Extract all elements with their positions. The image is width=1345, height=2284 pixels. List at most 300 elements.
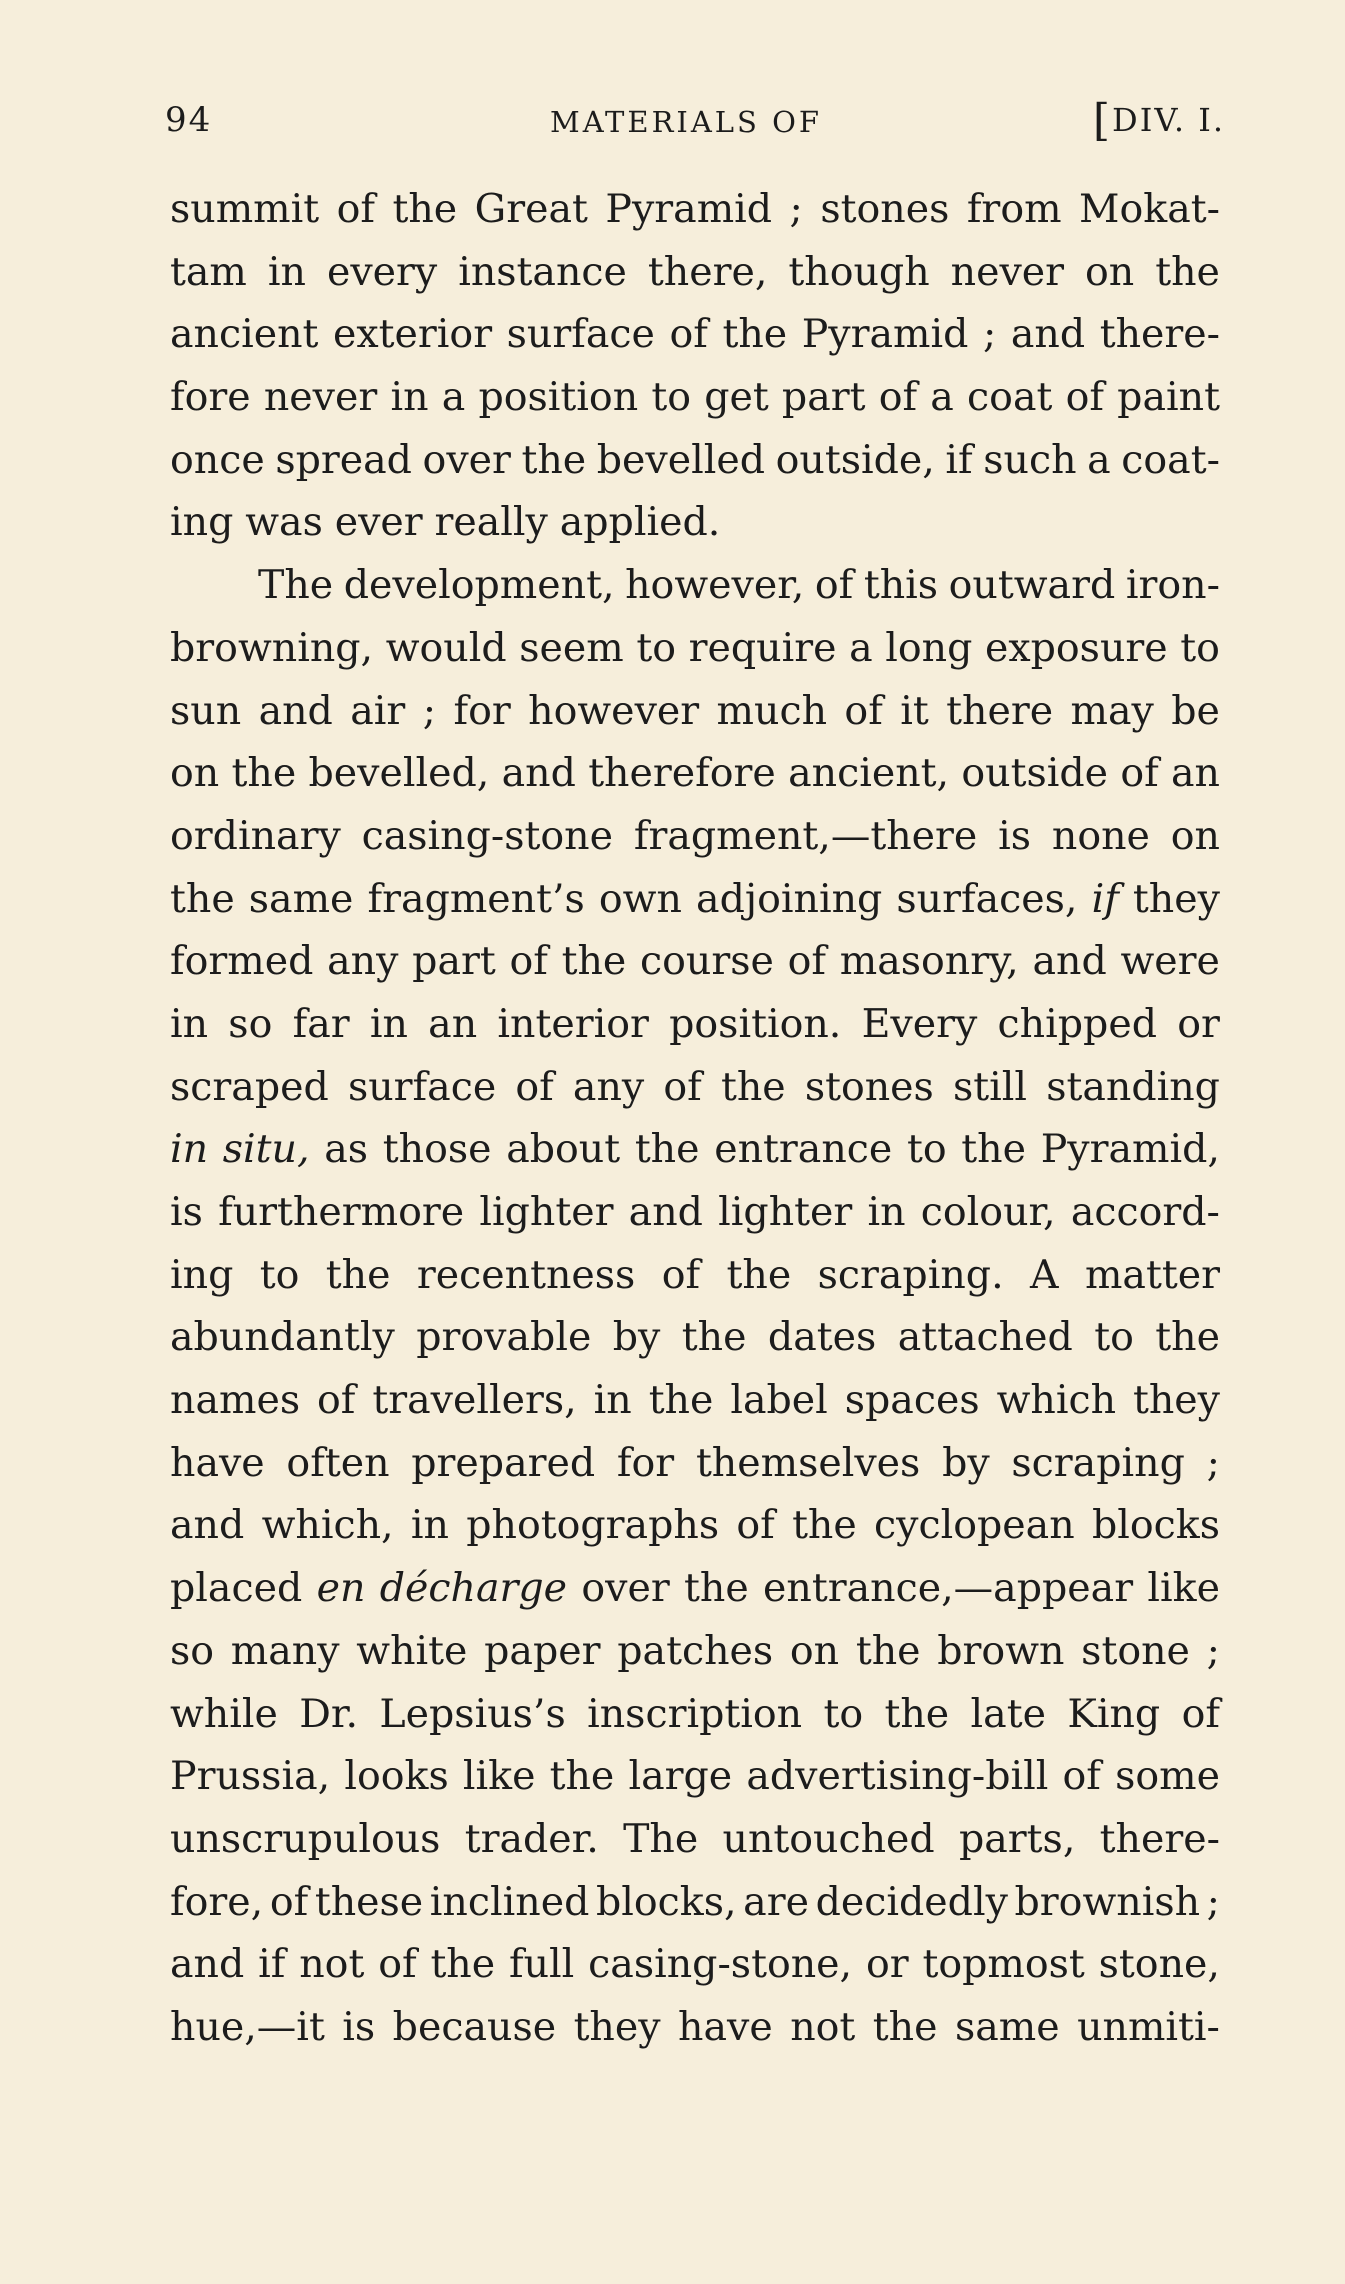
word: they bbox=[1132, 875, 1220, 922]
word: ; bbox=[982, 311, 997, 358]
word: never bbox=[263, 374, 378, 421]
word: chipped bbox=[997, 1000, 1157, 1047]
word: the bbox=[549, 1753, 615, 1800]
word: applied. bbox=[559, 499, 721, 546]
word: to bbox=[651, 374, 691, 421]
word: to bbox=[259, 1251, 300, 1298]
word: in bbox=[410, 1502, 449, 1549]
word: to bbox=[823, 1690, 864, 1737]
text-line bbox=[170, 1306, 1220, 1369]
word: lighter bbox=[718, 1189, 853, 1235]
word: or bbox=[1177, 1000, 1220, 1047]
text-line bbox=[170, 742, 1220, 805]
word: however bbox=[528, 687, 700, 734]
word: and bbox=[1010, 311, 1086, 358]
word: Pyramid bbox=[605, 186, 773, 232]
text-line bbox=[170, 178, 1220, 241]
text-line bbox=[170, 366, 1220, 429]
word: of bbox=[317, 1377, 356, 1424]
text-line bbox=[170, 1745, 1220, 1808]
word: require bbox=[688, 624, 837, 671]
word: scraped bbox=[170, 1063, 329, 1110]
text-line bbox=[170, 680, 1220, 743]
word: and bbox=[258, 687, 333, 734]
page-number: 94 bbox=[165, 100, 213, 140]
word: to bbox=[1094, 1314, 1134, 1361]
word: casing-stone bbox=[361, 812, 613, 859]
word: prepared bbox=[411, 1439, 596, 1486]
word: entrance bbox=[714, 1126, 893, 1173]
word: brown bbox=[937, 1627, 1065, 1674]
word: fragment,—there bbox=[633, 812, 978, 859]
word: the bbox=[961, 1126, 1026, 1173]
word: to bbox=[906, 1126, 947, 1173]
word: if bbox=[1091, 875, 1119, 922]
word: they bbox=[1132, 1377, 1220, 1424]
text-line bbox=[170, 993, 1220, 1056]
word: exposure bbox=[984, 624, 1168, 671]
text-line bbox=[170, 429, 1220, 492]
word: matter bbox=[1084, 1251, 1220, 1298]
word: bevelled, bbox=[308, 750, 490, 797]
word: really bbox=[434, 499, 548, 546]
word: ; bbox=[1206, 1627, 1220, 1674]
word: late bbox=[970, 1690, 1046, 1737]
word: in bbox=[867, 1189, 906, 1235]
word: in bbox=[170, 1000, 209, 1047]
word: of bbox=[663, 1063, 702, 1110]
word: names bbox=[170, 1377, 301, 1424]
word: dates bbox=[767, 1314, 877, 1361]
text-line bbox=[170, 1620, 1220, 1683]
text-line bbox=[170, 1118, 1220, 1181]
word: ; bbox=[789, 186, 803, 232]
word: blocks, bbox=[595, 1878, 737, 1925]
word: those bbox=[382, 1126, 492, 1173]
word: however, bbox=[625, 562, 805, 609]
word: accord- bbox=[1070, 1189, 1220, 1235]
word: over bbox=[581, 1565, 670, 1612]
word: part bbox=[412, 938, 496, 985]
word: the bbox=[855, 1627, 921, 1674]
word: ancient, bbox=[788, 750, 950, 797]
word: of bbox=[269, 1878, 309, 1925]
division-label bbox=[1093, 95, 1225, 146]
word: a bbox=[441, 374, 466, 421]
word: ordinary bbox=[170, 812, 341, 859]
word: of bbox=[1120, 750, 1159, 797]
text-line bbox=[170, 241, 1220, 304]
word: unscrupulous bbox=[170, 1815, 441, 1862]
word: outward bbox=[948, 562, 1116, 609]
text-line bbox=[170, 930, 1220, 993]
page-header bbox=[165, 90, 1225, 160]
word: the bbox=[884, 1690, 950, 1737]
word: and bbox=[628, 1189, 703, 1235]
word: spaces bbox=[844, 1377, 980, 1424]
word: air bbox=[350, 687, 406, 734]
word: stones bbox=[804, 1063, 934, 1110]
word: situ, bbox=[222, 1126, 310, 1173]
word: of bbox=[661, 1251, 701, 1298]
word: Mokat- bbox=[1079, 186, 1220, 232]
word: are bbox=[743, 1878, 809, 1925]
word: position. bbox=[669, 1000, 842, 1047]
word: The bbox=[258, 562, 334, 609]
word: fragment’s bbox=[367, 875, 585, 922]
word: get bbox=[704, 374, 769, 421]
word: fore bbox=[170, 374, 251, 421]
word: inclined bbox=[429, 1878, 590, 1925]
text-line bbox=[170, 554, 1220, 617]
word: any bbox=[572, 1063, 645, 1110]
word: from bbox=[966, 186, 1062, 232]
word: paint bbox=[1117, 374, 1220, 421]
word: the bbox=[430, 1941, 496, 1988]
word: were bbox=[1120, 938, 1220, 985]
word: may bbox=[1070, 687, 1154, 734]
word: ing bbox=[170, 499, 234, 546]
word: ; bbox=[1206, 1878, 1220, 1925]
word: any bbox=[327, 938, 399, 985]
word: on bbox=[789, 1627, 840, 1674]
word: to bbox=[636, 624, 676, 671]
word: sun bbox=[170, 687, 242, 734]
word: some bbox=[1115, 1753, 1220, 1800]
word: often bbox=[286, 1439, 390, 1486]
word: over bbox=[422, 436, 511, 483]
word: on bbox=[1085, 248, 1135, 295]
text-line bbox=[170, 805, 1220, 868]
word: the bbox=[872, 2003, 938, 2050]
word: of bbox=[1062, 1753, 1101, 1800]
word: unmiti- bbox=[1077, 2003, 1220, 2050]
word: the bbox=[231, 750, 297, 797]
word: the bbox=[792, 1502, 857, 1549]
word: and bbox=[170, 1502, 245, 1549]
word: have bbox=[678, 2003, 773, 2050]
word: paper bbox=[484, 1627, 601, 1674]
word: seem bbox=[519, 624, 624, 671]
word: of bbox=[336, 186, 376, 232]
word: the bbox=[325, 1251, 391, 1298]
word: attached bbox=[897, 1314, 1073, 1361]
word: travellers, bbox=[372, 1377, 577, 1424]
word: photographs bbox=[466, 1502, 720, 1549]
text-line bbox=[170, 1369, 1220, 1432]
word: there- bbox=[1099, 1815, 1220, 1862]
word: like bbox=[462, 1753, 536, 1800]
word: the bbox=[561, 938, 627, 985]
word: they bbox=[573, 2003, 661, 2050]
word: while bbox=[170, 1690, 278, 1737]
division-bracket: [ bbox=[1092, 95, 1113, 146]
word: and bbox=[501, 750, 576, 797]
word: and bbox=[170, 1941, 245, 1988]
word: for bbox=[453, 687, 511, 734]
word: large bbox=[628, 1753, 733, 1800]
text-line bbox=[170, 1996, 1220, 2059]
word: ing bbox=[170, 1251, 234, 1298]
word: an bbox=[1171, 750, 1220, 797]
word: of bbox=[515, 1063, 554, 1110]
word: is bbox=[170, 1189, 203, 1235]
word: of bbox=[1065, 374, 1104, 421]
word: which bbox=[996, 1377, 1117, 1424]
word: decidedly bbox=[815, 1878, 1008, 1925]
word: in bbox=[267, 248, 306, 295]
word: iron- bbox=[1125, 562, 1220, 609]
text-line bbox=[170, 1432, 1220, 1495]
word: own bbox=[598, 875, 682, 922]
word: part bbox=[781, 374, 866, 421]
word: by bbox=[942, 1439, 990, 1486]
text-line bbox=[170, 1871, 1220, 1934]
word: Lepsius’s bbox=[379, 1690, 566, 1737]
word: as bbox=[324, 1126, 369, 1173]
word: if bbox=[945, 436, 973, 483]
word: hue,—it bbox=[170, 2003, 325, 2050]
word: the bbox=[634, 1126, 700, 1173]
word: in bbox=[369, 1000, 408, 1047]
word: ; bbox=[422, 687, 437, 734]
word: topmost bbox=[922, 1941, 1085, 1988]
word: which, bbox=[261, 1502, 394, 1549]
word: much bbox=[716, 687, 828, 734]
word: the bbox=[392, 186, 458, 232]
word: recentness bbox=[416, 1251, 636, 1298]
word: of bbox=[814, 562, 854, 609]
word: the bbox=[1155, 248, 1220, 295]
text-line bbox=[170, 617, 1220, 680]
text-line bbox=[170, 491, 1220, 554]
word: on bbox=[170, 750, 220, 797]
word: trader. bbox=[464, 1815, 599, 1862]
word: label bbox=[730, 1377, 828, 1424]
word: the bbox=[521, 436, 587, 483]
word: King bbox=[1067, 1690, 1161, 1737]
word: placed bbox=[170, 1565, 303, 1612]
word: full bbox=[508, 1941, 575, 1988]
word: or bbox=[865, 1941, 909, 1988]
word: scraping. bbox=[817, 1251, 1004, 1298]
word: many bbox=[230, 1627, 340, 1674]
word: stone, bbox=[1098, 1941, 1220, 1988]
word: a bbox=[1087, 436, 1111, 483]
word: of bbox=[736, 1502, 775, 1549]
word: Prussia, bbox=[170, 1753, 331, 1800]
word: themselves bbox=[695, 1439, 921, 1486]
word: the bbox=[648, 1377, 714, 1424]
word: abundantly bbox=[170, 1314, 395, 1361]
word: casing-stone, bbox=[588, 1941, 853, 1988]
word: instance bbox=[458, 248, 627, 295]
word: the bbox=[681, 1314, 747, 1361]
word: interior bbox=[497, 1000, 649, 1047]
word: of bbox=[669, 311, 708, 358]
word: position bbox=[478, 374, 639, 421]
word: surface bbox=[506, 311, 655, 358]
text-line bbox=[170, 1056, 1220, 1119]
text-line bbox=[170, 1494, 1220, 1557]
word: ; bbox=[1206, 1439, 1220, 1486]
text-line bbox=[170, 1181, 1220, 1244]
word: every bbox=[326, 248, 438, 295]
word: course bbox=[640, 938, 774, 985]
word: scraping bbox=[1011, 1439, 1185, 1486]
word: development, bbox=[343, 562, 615, 609]
word: of bbox=[509, 938, 548, 985]
word: once bbox=[170, 436, 265, 483]
word: lighter bbox=[479, 1189, 614, 1235]
word: of bbox=[878, 374, 918, 421]
word: cyclopean bbox=[874, 1502, 1075, 1549]
word: was bbox=[245, 499, 323, 546]
word: still bbox=[952, 1063, 1028, 1110]
word: of bbox=[1181, 1690, 1220, 1737]
word: Dr. bbox=[299, 1690, 359, 1737]
word: same bbox=[954, 2003, 1060, 2050]
word: bevelled bbox=[596, 436, 766, 483]
word: there bbox=[946, 687, 1054, 734]
word: untouched bbox=[722, 1815, 935, 1862]
word: none bbox=[1051, 812, 1150, 859]
word: so bbox=[170, 1627, 215, 1674]
word: and bbox=[1032, 938, 1107, 985]
word: adjoining bbox=[696, 875, 883, 922]
text-line bbox=[170, 1808, 1220, 1871]
word: would bbox=[385, 624, 507, 671]
word: never bbox=[950, 248, 1065, 295]
word: Pyramid bbox=[801, 311, 969, 358]
word: The bbox=[623, 1815, 699, 1862]
word: blocks bbox=[1091, 1502, 1220, 1549]
word: is bbox=[342, 2003, 376, 2050]
word: is bbox=[998, 812, 1032, 859]
word: because bbox=[392, 2003, 557, 2050]
word: Every bbox=[861, 1000, 978, 1047]
word: an bbox=[428, 1000, 478, 1047]
word: the bbox=[726, 1251, 792, 1298]
word: Pyramid, bbox=[1040, 1126, 1220, 1173]
word: stones bbox=[820, 186, 950, 232]
word: far bbox=[292, 1000, 350, 1047]
text-line bbox=[170, 1557, 1220, 1620]
word: this bbox=[863, 562, 939, 609]
word: like bbox=[1147, 1565, 1220, 1612]
running-head: MATERIALS OF bbox=[550, 105, 823, 139]
word: be bbox=[1171, 687, 1220, 734]
word: tam bbox=[170, 248, 247, 295]
word: it bbox=[900, 687, 929, 734]
word: exterior bbox=[333, 311, 493, 358]
word: not bbox=[790, 2003, 856, 2050]
word: surface bbox=[347, 1063, 497, 1110]
division-text: DIV. I. bbox=[1112, 101, 1225, 139]
word: stone bbox=[1081, 1627, 1190, 1674]
word: so bbox=[228, 1000, 273, 1047]
word: the bbox=[720, 1063, 786, 1110]
body-text bbox=[170, 178, 1220, 2059]
word: outside, bbox=[775, 436, 935, 483]
word: entrance,—appear bbox=[763, 1565, 1134, 1612]
word: by bbox=[612, 1314, 661, 1361]
text-line bbox=[170, 303, 1220, 366]
word: furthermore bbox=[218, 1189, 465, 1235]
word: of bbox=[844, 687, 883, 734]
word: the bbox=[170, 875, 235, 922]
word: though bbox=[788, 248, 930, 295]
word: fore, bbox=[170, 1878, 264, 1925]
word: a bbox=[849, 624, 873, 671]
word: same bbox=[248, 875, 354, 922]
word: patches bbox=[617, 1627, 774, 1674]
word: of bbox=[378, 1941, 417, 1988]
word: these bbox=[314, 1878, 424, 1925]
word: surfaces, bbox=[896, 875, 1078, 922]
word: inscription bbox=[587, 1690, 803, 1737]
word: to bbox=[1180, 624, 1220, 671]
word: A bbox=[1030, 1251, 1059, 1298]
text-line bbox=[170, 1244, 1220, 1307]
word: provable bbox=[416, 1314, 592, 1361]
word: not bbox=[299, 1941, 365, 1988]
word: ever bbox=[334, 499, 423, 546]
word: standing bbox=[1046, 1063, 1220, 1110]
word: coat- bbox=[1121, 436, 1220, 483]
word: formed bbox=[170, 938, 314, 985]
word: spread bbox=[275, 436, 412, 483]
text-line bbox=[170, 1933, 1220, 1996]
word: about bbox=[506, 1126, 621, 1173]
word: the bbox=[722, 311, 788, 358]
word: colour, bbox=[920, 1189, 1056, 1235]
word: of bbox=[787, 938, 827, 985]
word: Great bbox=[474, 186, 588, 232]
word: ancient bbox=[170, 311, 319, 358]
word: masonry, bbox=[839, 938, 1019, 985]
text-line bbox=[170, 1683, 1220, 1746]
word: en bbox=[316, 1565, 366, 1612]
word: in bbox=[170, 1126, 209, 1173]
word: a bbox=[930, 374, 954, 421]
word: advertising-bill bbox=[746, 1753, 1049, 1800]
word: white bbox=[356, 1627, 468, 1674]
word: have bbox=[170, 1439, 265, 1486]
word: long bbox=[885, 624, 973, 671]
word: if bbox=[258, 1941, 286, 1988]
word: the bbox=[684, 1565, 749, 1612]
word: browning, bbox=[170, 624, 374, 671]
word: outside bbox=[961, 750, 1109, 797]
word: looks bbox=[344, 1753, 449, 1800]
word: there- bbox=[1099, 311, 1220, 358]
word: there, bbox=[647, 248, 768, 295]
word: brownish bbox=[1014, 1878, 1201, 1925]
word: such bbox=[983, 436, 1077, 483]
word: décharge bbox=[379, 1565, 568, 1612]
word: summit bbox=[170, 186, 320, 232]
word: therefore bbox=[588, 750, 776, 797]
word: for bbox=[616, 1439, 675, 1486]
word: in bbox=[390, 374, 429, 421]
word: parts, bbox=[958, 1815, 1076, 1862]
word: the bbox=[1155, 1314, 1220, 1361]
word: in bbox=[593, 1377, 632, 1424]
text-line bbox=[170, 868, 1220, 931]
word: on bbox=[1170, 812, 1220, 859]
word: coat bbox=[967, 374, 1053, 421]
